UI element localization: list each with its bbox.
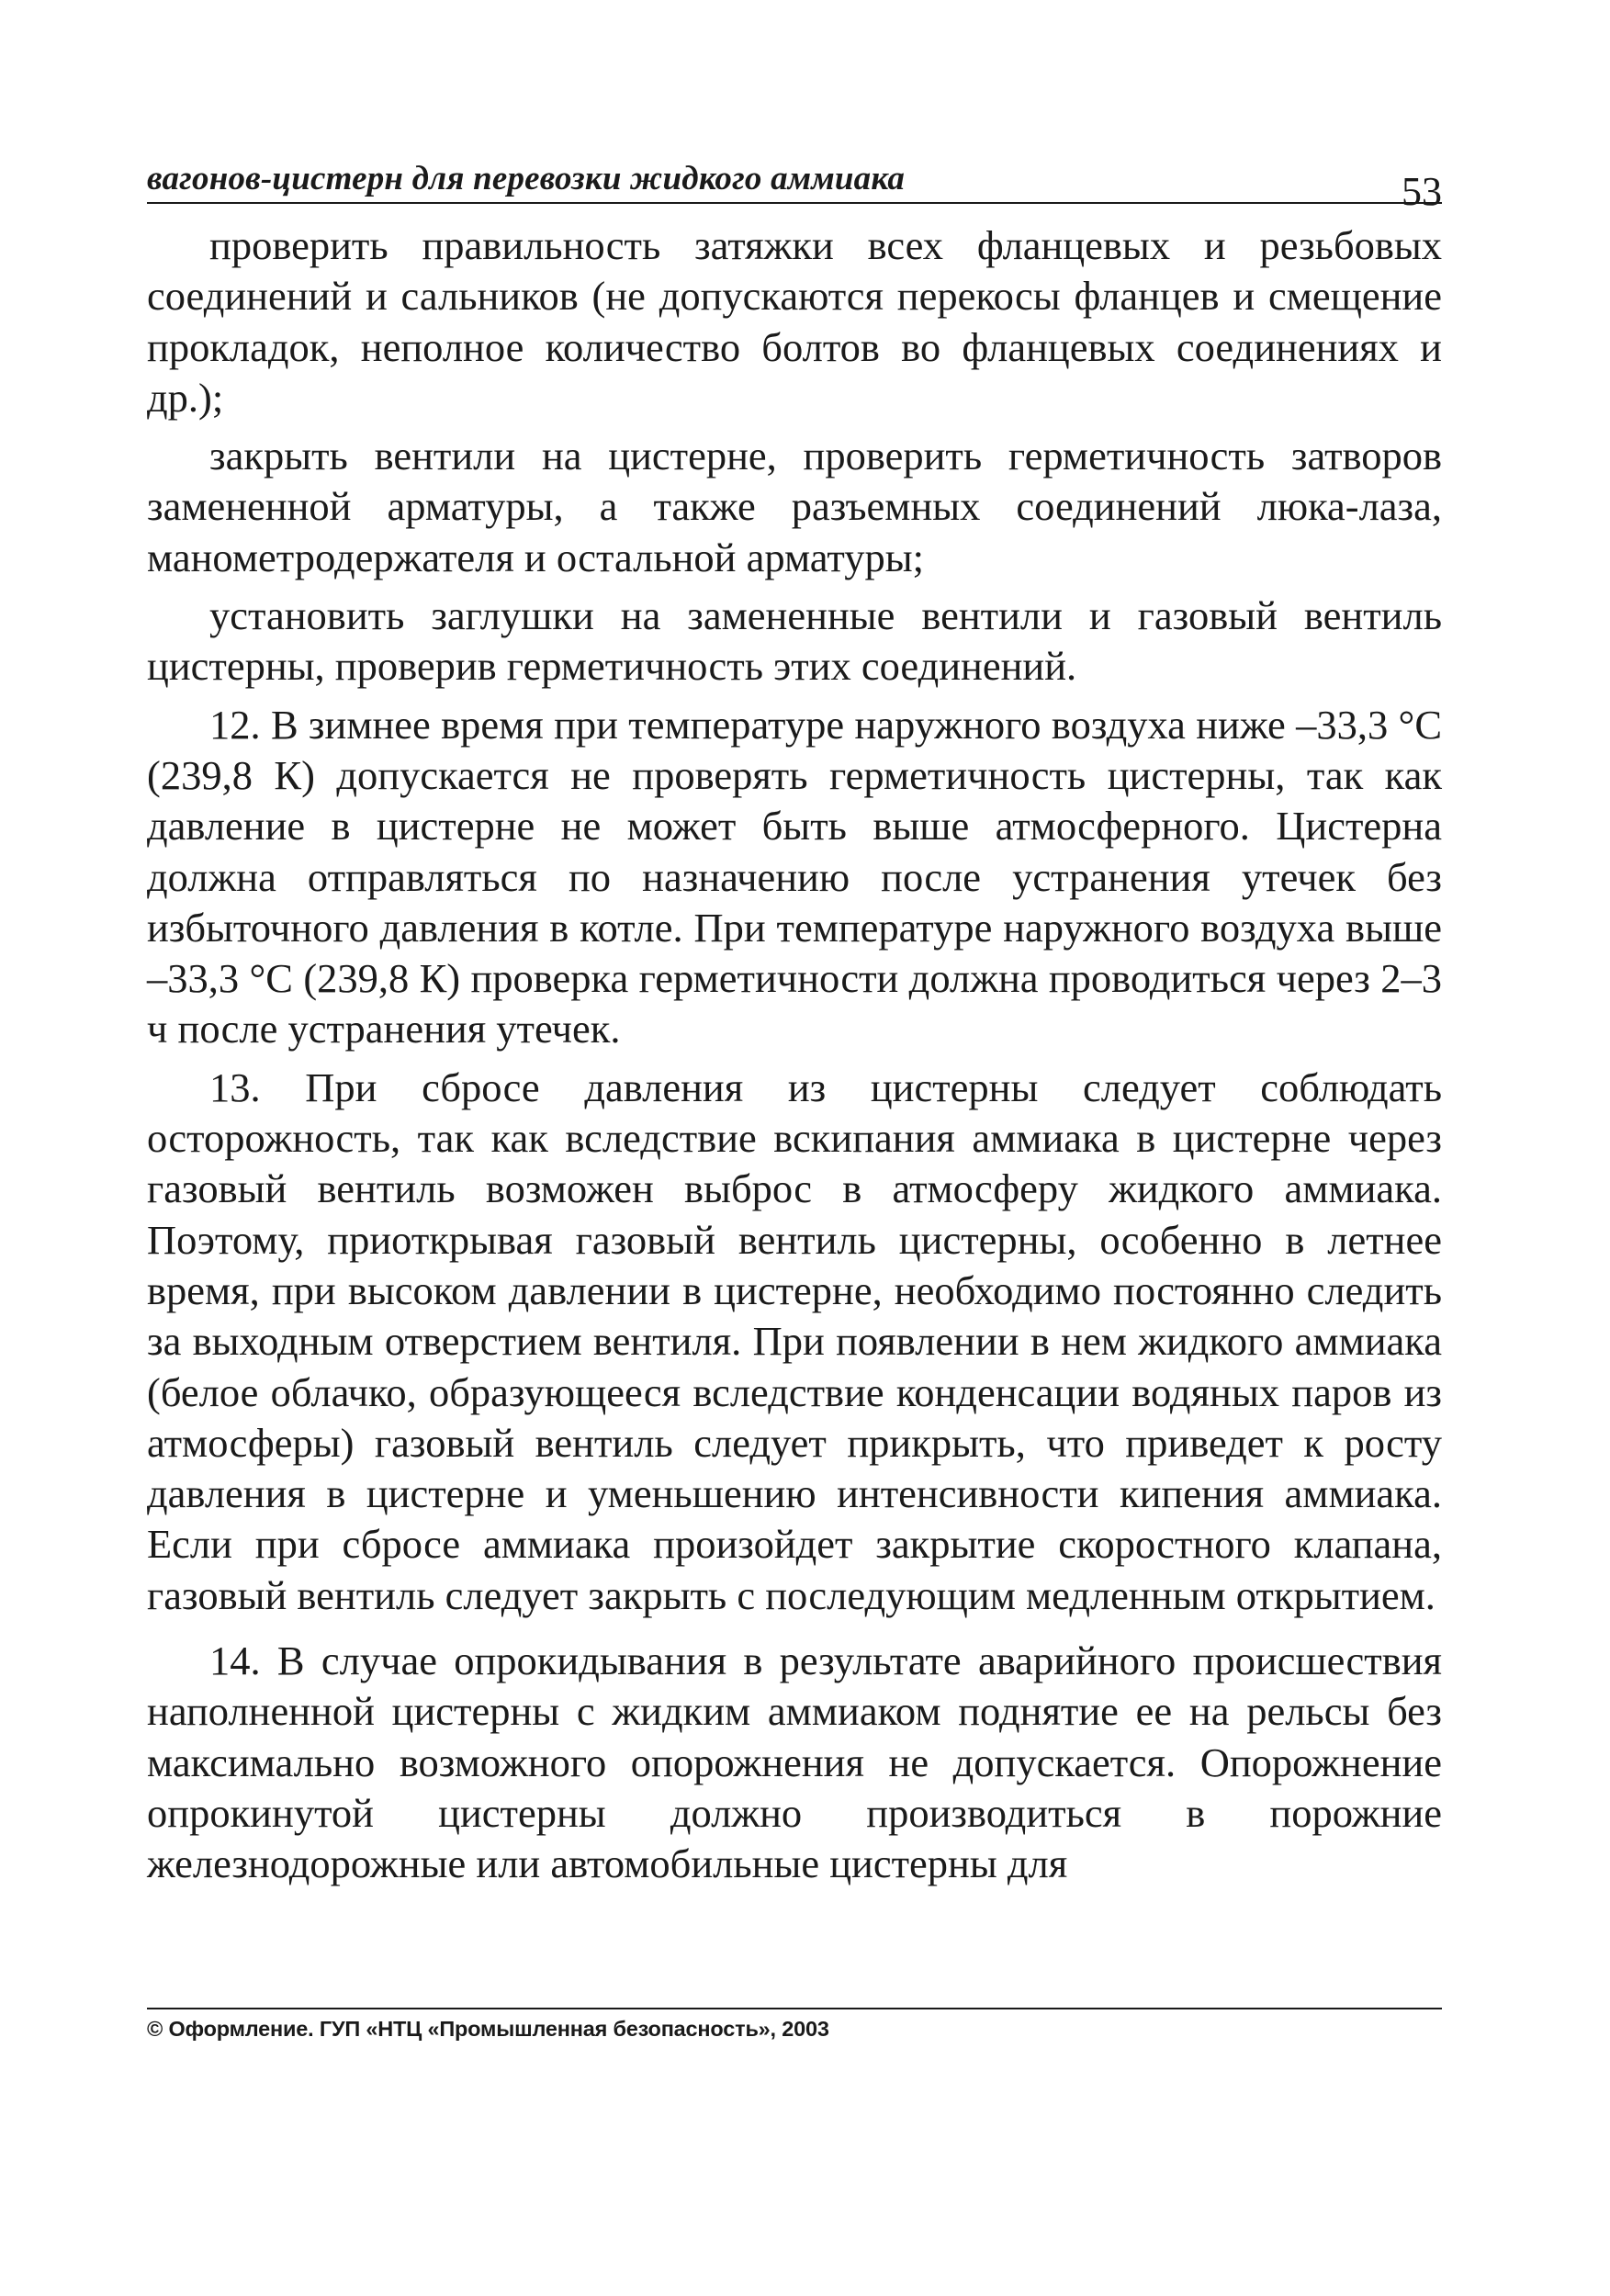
paragraph-item-13: 13. При сбросе давления из цистерны следует соблюдать осторожность, так как вследствие вскипания аммиака в цистерне через газовый вентиль возможен выброс в атмосферу жидкого аммиака. Поэтому, приоткрывая газовый вентиль цистерны, особенно в летнее время, при высоком давлении в цистерне, необходимо постоянно следить за выходным отверстием вентиля. При появлении в нем жидкого аммиака (белое облачко, образующееся вследствие конденсации водяных паров из атмосферы) газовый вентиль следует прикрыть, что приведет к росту давления в цистерне и уменьшению интенсивности кипения аммиака. Если при сбросе аммиака произойдет закрытие скоростного клапана, газовый вентиль следует закрыть с последующим медленным открытием. bbox=[147, 1064, 1442, 1618]
paragraph-item-14: 14. В случае опрокидывания в результате аварийного происшествия наполненной цистерны с жидким аммиаком поднятие ее на рельсы без максимально возможного опорожнения не допускается. Опорожнение опрокинутой цистерны должно производиться в порожние железнодорожные или автомобильные цистерны для bbox=[147, 1638, 1442, 1887]
paragraph-item-12: 12. В зимнее время при температуре наружного воздуха ниже –33,3 °С (239,8 К) допускается не проверять герметичность цистерны, так как давление в цистерне не может быть выше атмосферного. Цистерна должна отправляться по назначению после устранения утечек без избыточного давления в котле. При температуре наружного воздуха выше –33,3 °С (239,8 К) проверка герметичности должна проводиться через 2–3 ч после устранения утечек. bbox=[147, 701, 1442, 1052]
page-header bbox=[147, 147, 1442, 214]
body-text bbox=[147, 220, 1442, 1897]
copyright-note: © Оформление. ГУП «НТЦ «Промышленная безопасность», 2003 bbox=[147, 2017, 829, 2041]
page-footer bbox=[147, 2008, 1442, 2042]
running-title: вагонов-цистерн для перевозки жидкого аммиака bbox=[147, 160, 906, 197]
paragraph-flange-check: проверить правильность затяжки всех фланцевых и резьбовых соединений и сальников (не допускаются перекосы фланцев и смещение прокладок, неполное количество болтов во фланцевых соединениях и др.); bbox=[147, 222, 1442, 421]
paragraph-close-valves: закрыть вентили на цистерне, проверить герметичность затворов замененной арматуры, а также разъемных соединений люка-лаза, манометродержателя и остальной арматуры; bbox=[147, 433, 1442, 580]
paragraph-install-plugs: установить заглушки на замененные вентили и газовый вентиль цистерны, проверив герметичность этих соединений. bbox=[147, 592, 1442, 690]
page-number: 53 bbox=[1402, 169, 1442, 214]
